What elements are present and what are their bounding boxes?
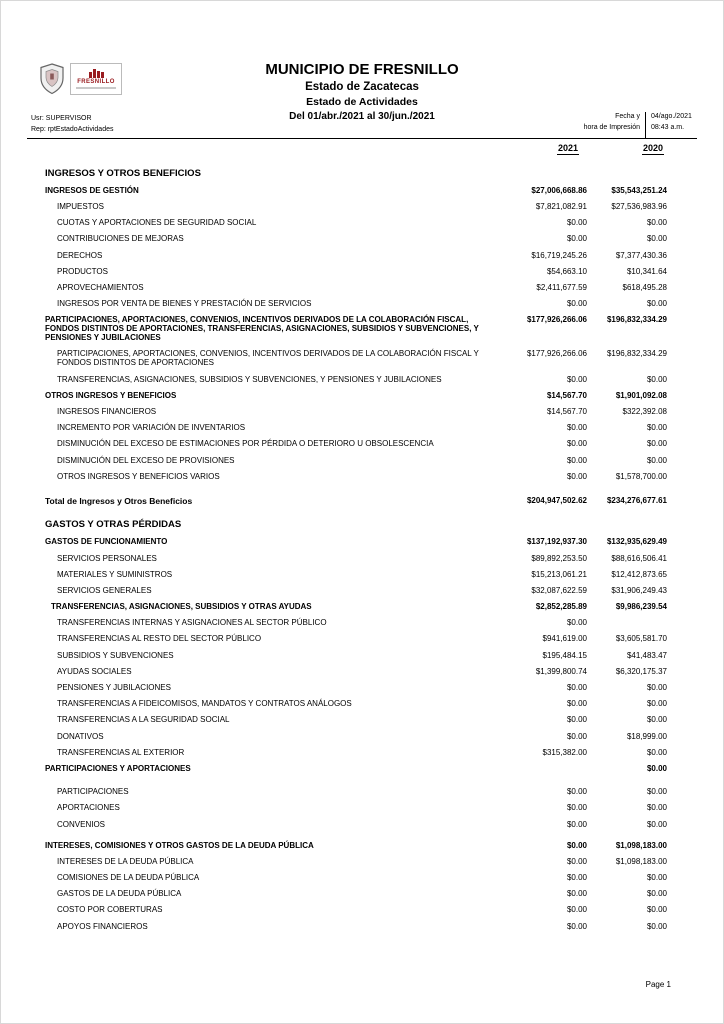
value-2020: $27,536,983.96 (611, 201, 667, 211)
value-2020: $0.00 (646, 889, 667, 899)
value-2020: $1,098,183.00 (615, 856, 667, 866)
table-row (45, 296, 667, 312)
row-label: APROVECHAMIENTOS (57, 282, 144, 292)
row-label: SUBSIDIOS Y SUBVENCIONES (57, 650, 174, 660)
value-2020: $0.00 (646, 699, 667, 709)
print-label-line2: hora de Impresión (583, 123, 640, 131)
table-row (45, 566, 667, 582)
value-2020: $10,341.64 (626, 266, 667, 276)
row-label: INGRESOS POR VENTA DE BIENES Y PRESTACIÓN DE SERVICIOS (57, 299, 312, 309)
row-label: CONTRIBUCIONES DE MEJORAS (57, 234, 184, 244)
header-divider (27, 138, 697, 139)
value-2021: $0.00 (566, 423, 587, 433)
value-2020: $7,377,430.36 (615, 250, 667, 260)
value-2020: $1,901,092.08 (615, 390, 667, 400)
table-row (45, 452, 667, 468)
row-label: DISMINUCIÓN DEL EXCESO DE ESTIMACIONES POR PÉRDIDA O DETERIORO U OBSOLESCENCIA (57, 439, 434, 449)
table-row (45, 784, 667, 800)
table-row (45, 679, 667, 695)
row-label: APORTACIONES (57, 803, 120, 813)
value-2020: $0.00 (646, 819, 667, 829)
table-row (45, 918, 667, 934)
value-2020: $0.00 (646, 299, 667, 309)
value-2021: $0.00 (566, 840, 587, 850)
row-label: PARTICIPACIONES, APORTACIONES, CONVENIOS, INCENTIVOS DERIVADOS DE LA COLABORACIÓN FISCAL, FONDOS DISTINTOS DE APORTACIONES, TRANSFERENCIAS, ASIGNACIONES, SUBSIDIOS Y SUBVENCIONES, Y PENSIONES Y JUBILACIONES (45, 315, 479, 343)
row-label: COSTO POR COBERTURAS (57, 905, 163, 915)
column-header-spacer (45, 143, 501, 155)
value-2021: $0.00 (566, 699, 587, 709)
value-2021: $0.00 (566, 715, 587, 725)
row-label: TRANSFERENCIAS INTERNAS Y ASIGNACIONES AL SECTOR PÚBLICO (57, 618, 327, 628)
value-2021: $0.00 (566, 873, 587, 883)
value-2020: $0.00 (646, 234, 667, 244)
print-time: 08:43 a.m. (651, 123, 685, 131)
value-2021: $0.00 (566, 439, 587, 449)
table-row (45, 886, 667, 902)
value-2020: $0.00 (646, 715, 667, 725)
value-2021: $14,567.70 (546, 390, 587, 400)
value-2021: $14,567.70 (546, 407, 587, 417)
row-label: AYUDAS SOCIALES (57, 666, 132, 676)
table-row (45, 816, 667, 832)
table-row (45, 312, 667, 346)
row-label: TRANSFERENCIAS A LA SEGURIDAD SOCIAL (57, 715, 230, 725)
table-row (45, 387, 667, 403)
column-headers (45, 143, 667, 155)
value-2020: $35,543,251.24 (611, 185, 667, 195)
table-row (45, 534, 667, 550)
row-label: PRODUCTOS (57, 266, 108, 276)
value-2021: $32,087,622.59 (531, 585, 587, 595)
value-2020: $0.00 (646, 374, 667, 384)
table-row (45, 582, 667, 598)
row-label: GASTOS DE LA DEUDA PÚBLICA (57, 889, 182, 899)
row-label: Total de Ingresos y Otros Beneficios (45, 495, 193, 506)
value-2021: $0.00 (566, 787, 587, 797)
value-2020: $0.00 (646, 683, 667, 693)
value-2020: $0.00 (646, 439, 667, 449)
column-header-2020: 2020 (642, 143, 663, 153)
row-label: GASTOS Y OTRAS PÉRDIDAS (45, 519, 182, 531)
row-label: INGRESOS Y OTROS BENEFICIOS (45, 167, 201, 179)
value-2020: $322,392.08 (622, 407, 667, 417)
report-rows (45, 164, 667, 934)
table-row (45, 902, 667, 918)
page-title: MUNICIPIO DE FRESNILLO (265, 61, 459, 78)
value-2020: $12,412,873.65 (611, 569, 667, 579)
table-row (45, 182, 667, 198)
table-row (45, 853, 667, 869)
table-row (45, 420, 667, 436)
table-row (45, 599, 667, 615)
value-2021: $0.00 (566, 455, 587, 465)
value-2021: $0.00 (566, 471, 587, 481)
table-row (45, 615, 667, 631)
row-label: DERECHOS (57, 250, 103, 260)
row-label: TRANSFERENCIAS, ASIGNACIONES, SUBSIDIOS Y SUBVENCIONES, Y PENSIONES Y JUBILACIONES (57, 374, 442, 384)
value-2021: $89,892,253.50 (531, 553, 587, 563)
value-2020: $3,605,581.70 (615, 634, 667, 644)
report-label: Rep: rptEstadoActividades (31, 125, 114, 133)
print-label-line1: Fecha y (615, 113, 640, 120)
table-row (45, 436, 667, 452)
meta-right (584, 112, 695, 139)
table-row (45, 346, 667, 371)
brand-text: FRESNILLO (77, 79, 115, 85)
value-2021: $16,719,245.26 (531, 250, 587, 260)
row-label: GASTOS DE FUNCIONAMIENTO (45, 537, 168, 547)
value-2021: $0.00 (566, 889, 587, 899)
meta-left (31, 114, 114, 136)
value-2020: $0.00 (646, 803, 667, 813)
value-2020: $1,098,183.00 (615, 840, 667, 850)
row-label: PARTICIPACIONES (57, 787, 129, 797)
print-values (645, 112, 695, 139)
table-row (45, 215, 667, 231)
value-2021: $0.00 (566, 856, 587, 866)
value-2020: $6,320,175.37 (615, 666, 667, 676)
row-label: TRANSFERENCIAS AL EXTERIOR (57, 747, 185, 757)
row-label: TRANSFERENCIAS AL RESTO DEL SECTOR PÚBLICO (57, 634, 262, 644)
value-2020: $1,578,700.00 (615, 471, 667, 481)
report-subtitle: Estado de Actividades (306, 96, 418, 109)
value-2020: $234,276,677.61 (606, 495, 667, 505)
value-2021: $177,926,266.06 (526, 349, 587, 359)
value-2021: $0.00 (566, 905, 587, 915)
row-label: OTROS INGRESOS Y BENEFICIOS (45, 390, 177, 400)
value-2021: $0.00 (566, 234, 587, 244)
value-2021: $941,619.00 (542, 634, 587, 644)
row-label: DISMINUCIÓN DEL EXCESO DE PROVISIONES (57, 455, 235, 465)
value-2021: $54,663.10 (546, 266, 587, 276)
value-2021: $315,382.00 (542, 747, 587, 757)
table-row (45, 371, 667, 387)
value-2021: $1,399,800.74 (535, 666, 587, 676)
table-row (45, 696, 667, 712)
value-2021: $0.00 (566, 683, 587, 693)
row-label: SERVICIOS PERSONALES (57, 553, 157, 563)
value-2021: $0.00 (566, 819, 587, 829)
value-2021: $0.00 (566, 374, 587, 384)
row-label: INTERESES DE LA DEUDA PÚBLICA (57, 856, 194, 866)
table-row (45, 663, 667, 679)
value-2020: $88,616,506.41 (611, 553, 667, 563)
table-row (45, 198, 667, 214)
table-row (45, 164, 667, 182)
row-label: SERVICIOS GENERALES (57, 585, 152, 595)
row-label: INGRESOS FINANCIEROS (57, 407, 157, 417)
value-2021: $15,213,061.21 (531, 569, 587, 579)
value-2021: $195,484.15 (542, 650, 587, 660)
table-row (45, 800, 667, 816)
value-2020: $196,832,334.29 (606, 349, 667, 359)
table-row (45, 550, 667, 566)
value-2021: $27,006,668.86 (531, 185, 587, 195)
table-row (45, 516, 667, 534)
value-2020: $618,495.28 (622, 282, 667, 292)
value-2020: $196,832,334.29 (606, 315, 667, 325)
table-row (45, 403, 667, 419)
table-row (45, 712, 667, 728)
value-2021: $204,947,502.62 (526, 495, 587, 505)
table-row (45, 263, 667, 279)
value-2021: $2,852,285.89 (535, 602, 587, 612)
row-label: DONATIVOS (57, 731, 104, 741)
row-label: INGRESOS DE GESTIÓN (45, 185, 139, 195)
report-period: Del 01/abr./2021 al 30/jun./2021 (289, 110, 435, 122)
value-2021: $7,821,082.91 (535, 201, 587, 211)
value-2021: $0.00 (566, 731, 587, 741)
value-2020: $132,935,629.49 (606, 537, 667, 547)
value-2020: $0.00 (646, 455, 667, 465)
report-table (45, 143, 667, 934)
row-label: INTERESES, COMISIONES Y OTROS GASTOS DE LA DEUDA PÚBLICA (45, 840, 314, 850)
row-label: OTROS INGRESOS Y BENEFICIOS VARIOS (57, 471, 220, 481)
value-2020: $31,906,249.43 (611, 585, 667, 595)
value-2021: $137,192,937.30 (526, 537, 587, 547)
value-2021: $0.00 (566, 618, 587, 628)
table-row (45, 631, 667, 647)
row-label: APOYOS FINANCIEROS (57, 921, 148, 931)
value-2021: $177,926,266.06 (526, 315, 587, 325)
table-row (45, 728, 667, 744)
value-2020: $9,986,239.54 (615, 602, 667, 612)
table-row (45, 744, 667, 760)
value-2020: $18,999.00 (626, 731, 667, 741)
value-2020: $0.00 (646, 747, 667, 757)
table-row (45, 760, 667, 776)
value-2020: $0.00 (646, 787, 667, 797)
value-2020: $0.00 (646, 423, 667, 433)
table-row (45, 468, 667, 484)
row-label: MATERIALES Y SUMINISTROS (57, 569, 173, 579)
table-row (45, 837, 667, 853)
row-label: PARTICIPACIONES Y APORTACIONES (45, 763, 191, 773)
value-2020: $0.00 (646, 873, 667, 883)
row-label: CONVENIOS (57, 819, 106, 829)
value-2021: $2,411,677.59 (536, 282, 587, 292)
user-label: Usr: SUPERVISOR (31, 115, 92, 122)
row-label: PENSIONES Y JUBILACIONES (57, 683, 171, 693)
row-label: CUOTAS Y APORTACIONES DE SEGURIDAD SOCIAL (57, 218, 257, 228)
row-label: IMPUESTOS (57, 201, 104, 211)
state-subtitle: Estado de Zacatecas (305, 81, 419, 94)
row-label: TRANSFERENCIAS A FIDEICOMISOS, MANDATOS Y CONTRATOS ANÁLOGOS (57, 699, 352, 709)
row-label: PARTICIPACIONES, APORTACIONES, CONVENIOS, INCENTIVOS DERIVADOS DE LA COLABORACIÓN FISCAL Y FONDOS DISTINTOS DE APORTACIONES (57, 349, 479, 368)
print-date: 04/ago./2021 (651, 113, 692, 120)
row-label: INCREMENTO POR VARIACIÓN DE INVENTARIOS (57, 423, 246, 433)
table-row (45, 647, 667, 663)
table-row (45, 870, 667, 886)
column-header-2021: 2021 (557, 143, 578, 153)
table-row (45, 247, 667, 263)
value-2021: $0.00 (566, 299, 587, 309)
value-2021: $0.00 (566, 921, 587, 931)
value-2020: $0.00 (646, 218, 667, 228)
value-2020: $0.00 (646, 921, 667, 931)
table-row (45, 279, 667, 295)
row-label: TRANSFERENCIAS, ASIGNACIONES, SUBSIDIOS Y OTRAS AYUDAS (51, 602, 312, 612)
table-row (45, 231, 667, 247)
row-label: COMISIONES DE LA DEUDA PÚBLICA (57, 873, 200, 883)
print-labels (584, 112, 645, 139)
table-row (45, 492, 667, 509)
value-2020: $41,483.47 (626, 650, 667, 660)
value-2020: $0.00 (646, 905, 667, 915)
value-2021: $0.00 (566, 803, 587, 813)
value-2021: $0.00 (566, 218, 587, 228)
page-number: Page 1 (645, 980, 671, 989)
value-2020: $0.00 (646, 763, 667, 773)
